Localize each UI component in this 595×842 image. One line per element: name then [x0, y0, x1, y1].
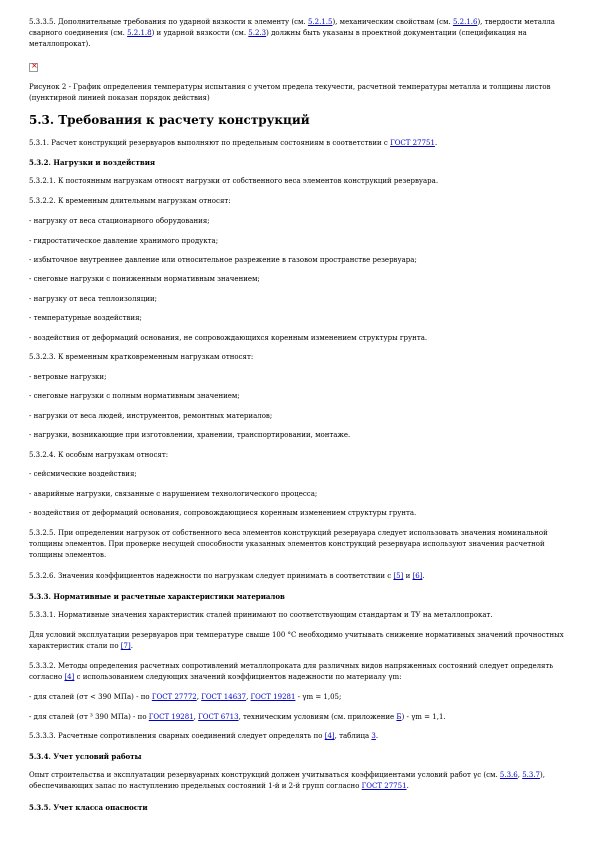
paragraph-5-3-3-1: 5.3.3.1. Нормативные значения характеристик сталей принимают по соответствующим стандартам и ТУ на металлопрокат. — [29, 611, 493, 619]
link-ref-7[interactable]: [7] — [120, 642, 131, 650]
list-item: - снеговые нагрузки с полным нормативным значением; — [29, 392, 240, 400]
list-item: - воздействия от деформаций основания, не сопровождающихся коренным изменением структуры грунта. — [29, 334, 428, 342]
list-item: - нагрузки, возникающие при изготовлении, хранении, транспортировании, монтаже. — [29, 431, 351, 439]
paragraph-5-3-2-4: 5.3.2.4. К особым нагрузкам относят: — [29, 451, 169, 459]
paragraph-5-3-2-2: 5.3.2.2. К временным длительным нагрузкам относят: — [29, 197, 231, 205]
link-ref-4[interactable]: [4] — [64, 673, 75, 681]
figure-image — [29, 63, 569, 72]
heading-5-3-3: 5.3.3. Нормативные и расчетные характеристики материалов — [29, 592, 285, 601]
list-item: - для сталей (σт < 390 МПа) - по ГОСТ 27772, ГОСТ 14637, ГОСТ 19281 - γm = 1,05; — [29, 693, 342, 701]
link-5-3-6[interactable]: 5.3.6 — [499, 771, 518, 779]
list-item: - нагрузку от веса теплоизоляции; — [29, 295, 158, 303]
figure-caption: Рисунок 2 - График определения температуры испытания с учетом предела текучести, расчетной температуры металла и толщины листов (пунктирной линией показан порядок действия) — [29, 83, 551, 102]
link-gost-27772[interactable]: ГОСТ 27772 — [151, 693, 197, 701]
paragraph-5-3-2-1: 5.3.2.1. К постоянным нагрузкам относят нагрузки от собственного веса элементов конструкций резервуара. — [29, 177, 439, 185]
paragraph-5-3-2-3: 5.3.2.3. К временным кратковременным нагрузкам относят: — [29, 353, 254, 361]
section-title: 5.3. Требования к расчету конструкций — [29, 113, 310, 127]
paragraph-5-3-4: Опыт строительства и эксплуатации резервуарных конструкций должен учитываться коэффициентами условий работ γc (см. 5.3.6, 5.3.7), обеспечивающих запас по наступлению предельных состояний 1-й и 2-й групп согласно ГОСТ 27751. — [29, 771, 545, 790]
paragraph-5-3-3-2: 5.3.3.2. Методы определения расчетных сопротивлений металлопроката для различных видов напряженных состояний следует определять согласно [4] с использованием следующих значений коэффициентов надежности по материалу γm: — [29, 662, 554, 681]
list-item: - нагрузки от веса людей, инструментов, ремонтных материалов; — [29, 412, 273, 420]
list-item: - аварийные нагрузки, связанные с нарушением технологического процесса; — [29, 490, 318, 498]
paragraph-5-3-3-5: 5.3.3.5. Дополнительные требования по ударной вязкости к элементу (см. 5.2.1.5), механическим свойствам (см. 5.2.1.6), твердости металла сварного соединения (см. 5.2.1.8) и ударной вязкости (см. 5.2.3) должны быть указаны в проектной документации (спецификация на металлопрокат). — [29, 18, 555, 48]
paragraph-5-3-3-1-note: Для условий эксплуатации резервуаров при температуре свыше 100 °С необходимо учитывать снижение нормативных значений прочностных характеристик стали по [7]. — [29, 631, 564, 650]
list-item: - для сталей (σт ³ 390 МПа) - по ГОСТ 19281, ГОСТ 6713, техническим условиям (см. приложение Б) - γm = 1,1. — [29, 713, 446, 721]
link-gost-6713[interactable]: ГОСТ 6713 — [198, 713, 239, 721]
list-item: - ветровые нагрузки; — [29, 373, 107, 381]
list-item: - снеговые нагрузки с пониженным нормативным значением; — [29, 275, 260, 283]
link-gost-14637[interactable]: ГОСТ 14637 — [201, 693, 247, 701]
paragraph-5-3-3-3: 5.3.3.3. Расчетные сопротивления сварных соединений следует определять по [4], таблица 3. — [29, 732, 379, 740]
list-item: - гидростатическое давление хранимого продукта; — [29, 237, 219, 245]
paragraph-5-3-2-6: 5.3.2.6. Значения коэффициентов надежности по нагрузкам следует принимать в соответствии с [5] и [6]. — [29, 572, 425, 580]
link-appendix-b[interactable]: Б — [396, 713, 402, 721]
link-gost-19281[interactable]: ГОСТ 19281 — [250, 693, 296, 701]
link-ref-4[interactable]: [4] — [324, 732, 335, 740]
list-item: - температурные воздействия; — [29, 314, 142, 322]
list-item: - нагрузку от веса стационарного оборудования; — [29, 217, 210, 225]
link-5-2-1-6[interactable]: 5.2.1.6 — [452, 18, 478, 26]
link-ref-6[interactable]: [6] — [412, 572, 423, 580]
paragraph-5-3-1: 5.3.1. Расчет конструкций резервуаров выполняют по предельным состояниям в соответствии с ГОСТ 27751. — [29, 139, 438, 147]
broken-image-icon — [29, 63, 38, 72]
link-5-2-1-5[interactable]: 5.2.1.5 — [307, 18, 333, 26]
paragraph-5-3-2-5: 5.3.2.5. При определении нагрузок от собственного веса элементов конструкций резервуара следует использовать значения номинальной толщины элементов. При проверке несущей способности указанных элементов конструкций резервуара используют значения расчетной толщины элементов. — [29, 529, 548, 559]
link-table-3[interactable]: 3 — [371, 732, 376, 740]
link-gost-27751[interactable]: ГОСТ 27751 — [390, 139, 435, 147]
list-item: - воздействия от деформаций основания, сопровождающиеся коренным изменением структуры грунта. — [29, 509, 417, 517]
heading-5-3-2: 5.3.2. Нагрузки и воздействия — [29, 158, 156, 167]
link-gost-27751[interactable]: ГОСТ 27751 — [361, 782, 407, 790]
list-item: - избыточное внутреннее давление или относительное разрежение в газовом пространстве резервуара; — [29, 256, 417, 264]
link-5-2-1-8[interactable]: 5.2.1.8 — [127, 29, 152, 37]
link-ref-5[interactable]: [5] — [393, 572, 404, 580]
link-5-2-3[interactable]: 5.2.3 — [248, 29, 267, 37]
link-5-3-7[interactable]: 5.3.7 — [522, 771, 540, 779]
list-item: - сейсмические воздействия; — [29, 470, 137, 478]
heading-5-3-4: 5.3.4. Учет условий работы — [29, 752, 142, 761]
heading-5-3-5: 5.3.5. Учет класса опасности — [29, 803, 148, 812]
link-gost-19281[interactable]: ГОСТ 19281 — [148, 713, 194, 721]
